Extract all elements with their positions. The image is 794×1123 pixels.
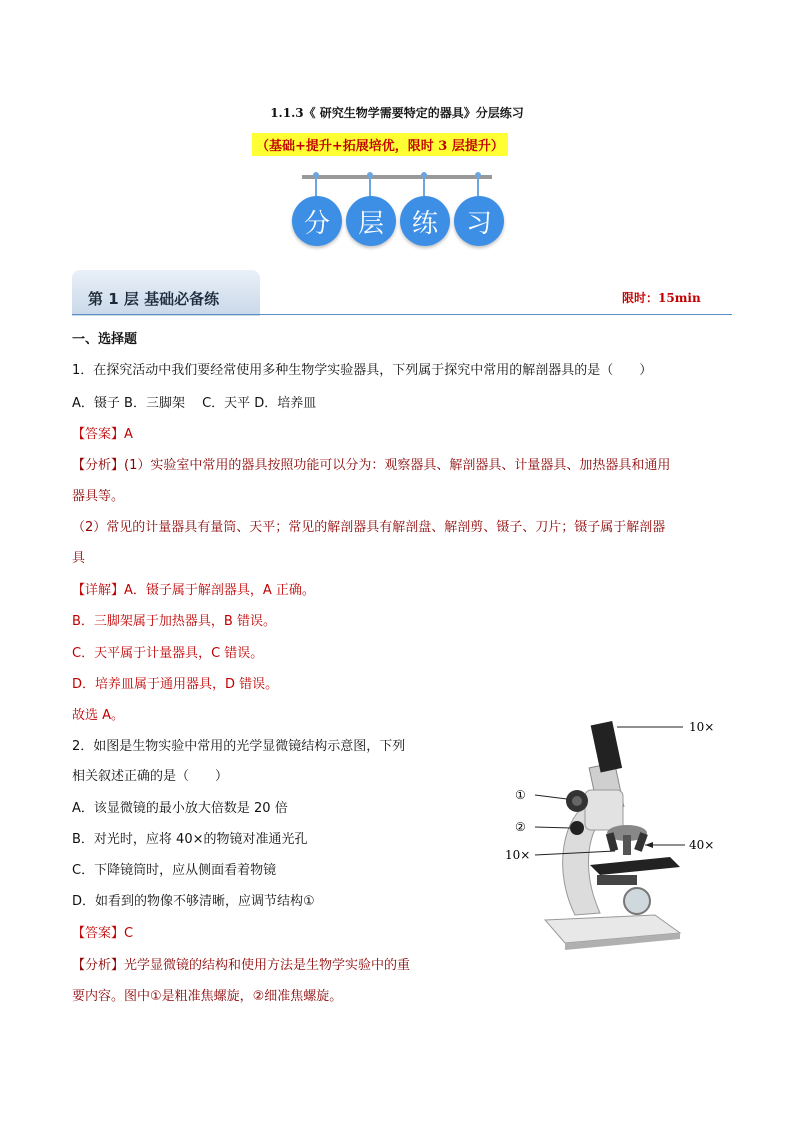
decorative-bar xyxy=(302,175,492,179)
q1-stem: 1．在探究活动中我们要经常使用多种生物学实验器具，下列属于探究中常用的解剖器具的是（ ） xyxy=(72,363,653,378)
q1-analysis-line1: 【分析】(1）实验室中常用的器具按照功能可以分为：观察器具、解剖器具、计量器具、加热器具和通用 xyxy=(72,458,671,473)
label-objective-high: 40× xyxy=(689,838,715,852)
q2-option-c: C．下降镜筒时，应从侧面看着物镜 xyxy=(72,863,277,878)
bar-tick xyxy=(423,176,425,196)
q2-option-b: B．对光时，应将 40×的物镜对准通光孔 xyxy=(72,832,308,847)
q1-analysis-line2: 器具等。 xyxy=(72,489,125,504)
label-eyepiece: 10× xyxy=(689,720,715,734)
bar-tick xyxy=(477,176,479,196)
q1-detail-d: D．培养皿属于通用器具，D 错误。 xyxy=(72,677,279,692)
q1-options: A．镊子 B．三脚架 C．天平 D．培养皿 xyxy=(72,396,317,411)
q1-analysis-line3: （2）常见的计量器具有量筒、天平；常见的解剖器具有解剖盘、解剖剪、镊子、刀片；镊子属于解剖器 xyxy=(72,520,666,535)
q1-detail-a: 【详解】A．镊子属于解剖器具，A 正确。 xyxy=(72,583,315,598)
section-label: 第 1 层 基础必备练 xyxy=(88,290,220,308)
badge-ceng: 层 xyxy=(346,196,396,246)
q1-detail-c: C．天平属于计量器具，C 错误。 xyxy=(72,646,264,661)
q2-stem-line1: 2．如图是生物实验中常用的光学显微镜结构示意图，下列 xyxy=(72,739,406,754)
label-fine-knob: ② xyxy=(515,820,526,834)
q2-analysis-line2: 要内容。图中①是粗准焦螺旋，②细准焦螺旋。 xyxy=(72,989,343,1004)
q2-stem-line2: 相关叙述正确的是（ ） xyxy=(72,769,229,784)
worksheet-title: 1.1.3《 研究生物学需要特定的器具》分层练习 xyxy=(270,106,524,120)
label-objective-low: 10× xyxy=(505,848,531,862)
microscope-figure xyxy=(505,715,730,955)
bar-tick xyxy=(369,176,371,196)
q1-detail-b: B．三脚架属于加热器具，B 错误。 xyxy=(72,614,276,629)
badge-fen: 分 xyxy=(292,196,342,246)
q2-option-a: A．该显微镜的最小放大倍数是 20 倍 xyxy=(72,801,288,816)
q1-answer: 【答案】A xyxy=(72,427,133,442)
bar-tick xyxy=(315,176,317,196)
part-heading: 一、选择题 xyxy=(72,332,138,347)
label-coarse-knob: ① xyxy=(515,788,526,802)
q2-analysis-line1: 【分析】光学显微镜的结构和使用方法是生物学实验中的重 xyxy=(72,958,411,973)
q1-analysis-line4: 具 xyxy=(72,551,86,566)
q2-answer: 【答案】C xyxy=(72,926,134,941)
q2-option-d: D．如看到的物像不够清晰，应调节结构① xyxy=(72,894,315,909)
badge-xi: 习 xyxy=(454,196,504,246)
section-divider xyxy=(72,314,732,315)
time-limit: 限时：15min xyxy=(622,291,701,305)
worksheet-subtitle: （基础+提升+拓展培优，限时 3 层提升） xyxy=(252,133,508,156)
badge-lian: 练 xyxy=(400,196,450,246)
q1-conclusion: 故选 A。 xyxy=(72,708,125,723)
microscope-illustration xyxy=(505,715,730,955)
